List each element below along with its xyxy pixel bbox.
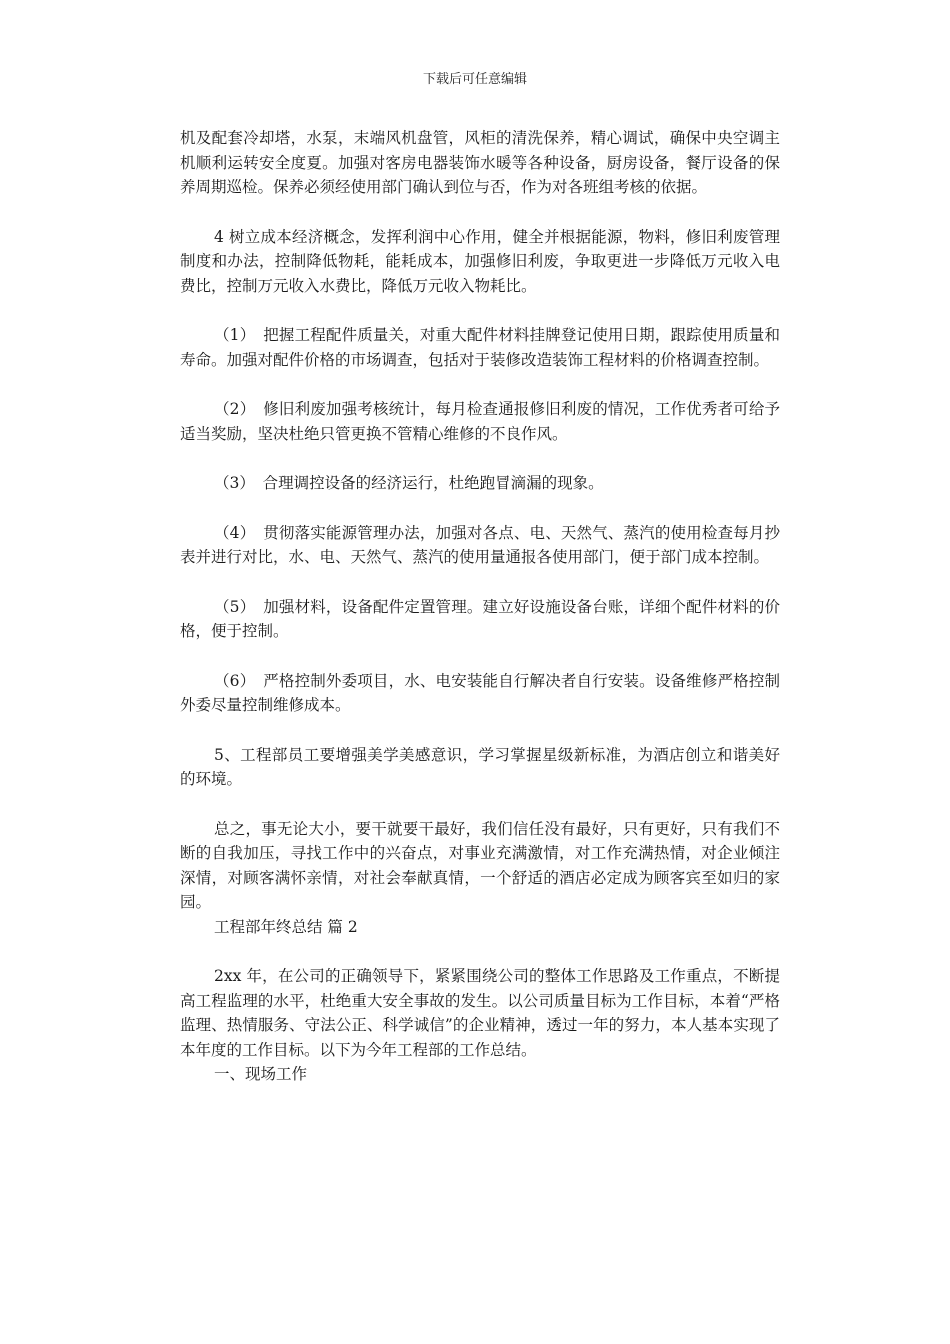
paragraph-item-3: （3） 合理调控设备的经济运行，杜绝跑冒滴漏的现象。 [214, 474, 604, 492]
paragraph-item-4: （4） 贯彻落实能源管理办法，加强对各点、电、天然气、蒸汽的使用检查每月抄表并进行对比，水、电、天然气、蒸汽的使用量通报各使用部门，便于部门成本控制。 [180, 523, 780, 566]
section-title: 工程部年终总结 篇 2 [214, 917, 358, 936]
paragraph-conclusion: 总之，事无论大小，要干就要干最好，我们信任没有最好，只有更好，只有我们不断的自我加压，寻找工作中的兴奋点，对事业充满激情，对工作充满热情，对企业倾注深情，对顾客满怀亲情，对社会奉献真情，一个舒适的酒店必定成为顾客宾至如归的家园。 [180, 819, 780, 911]
paragraph-item-5: （5） 加强材料，设备配件定置管理。建立好设施设备台账，详细个配件材料的价格，便于控制。 [180, 597, 780, 640]
paragraph-maintenance: 机及配套冷却塔，水泵，末端风机盘管，风柜的清洗保养，精心调试，确保中央空调主机顺利运转安全度夏。加强对客房电器装饰水暖等各种设备，厨房设备，餐厅设备的保养周期巡检。保养必须经使用部门确认到位与否，作为对各班组考核的依据。 [180, 129, 780, 196]
paragraph-item-6: （6） 严格控制外委项目，水、电安装能自行解决者自行安装。设备维修严格控制外委尽量控制维修成本。 [180, 671, 780, 714]
paragraph-cost-concept: 4 树立成本经济概念，发挥利润中心作用，健全并根据能源，物料，修旧利废管理制度和办法，控制降低物耗，能耗成本，加强修旧利废，争取更进一步降低万元收入电费比，控制万元收入水费比，降低万元收入物耗比。 [180, 227, 780, 295]
paragraph-item-1: （1） 把握工程配件质量关，对重大配件材料挂牌登记使用日期，跟踪使用质量和寿命。加强对配件价格的市场调查，包括对于装修改造装饰工程材料的价格调查控制。 [180, 326, 780, 369]
page-header: 下载后可任意编辑 [422, 72, 527, 87]
subheading-site-work: 一、现场工作 [214, 1065, 308, 1083]
paragraph-annual-summary: 2xx 年，在公司的正确领导下，紧紧围绕公司的整体工作思路及工作重点，不断提高工程监理的水平，杜绝重大安全事故的发生。以公司质量目标为工作目标，本着“严格监理、热情服务、守法公正、科学诚信”的企业精神，透过一年的努力，本人基本实现了本年度的工作目标。以下为今年工程部的工作总结。 [180, 967, 780, 1059]
document-body [180, 126, 780, 1087]
paragraph-aesthetics: 5、工程部员工要增强美学美感意识，学习掌握星级新标准，为酒店创立和谐美好的环境。 [180, 745, 780, 788]
paragraph-item-2: （2） 修旧利废加强考核统计，每月检查通报修旧利废的情况，工作优秀者可给予适当奖励，坚决杜绝只管更换不管精心维修的不良作风。 [180, 400, 780, 443]
